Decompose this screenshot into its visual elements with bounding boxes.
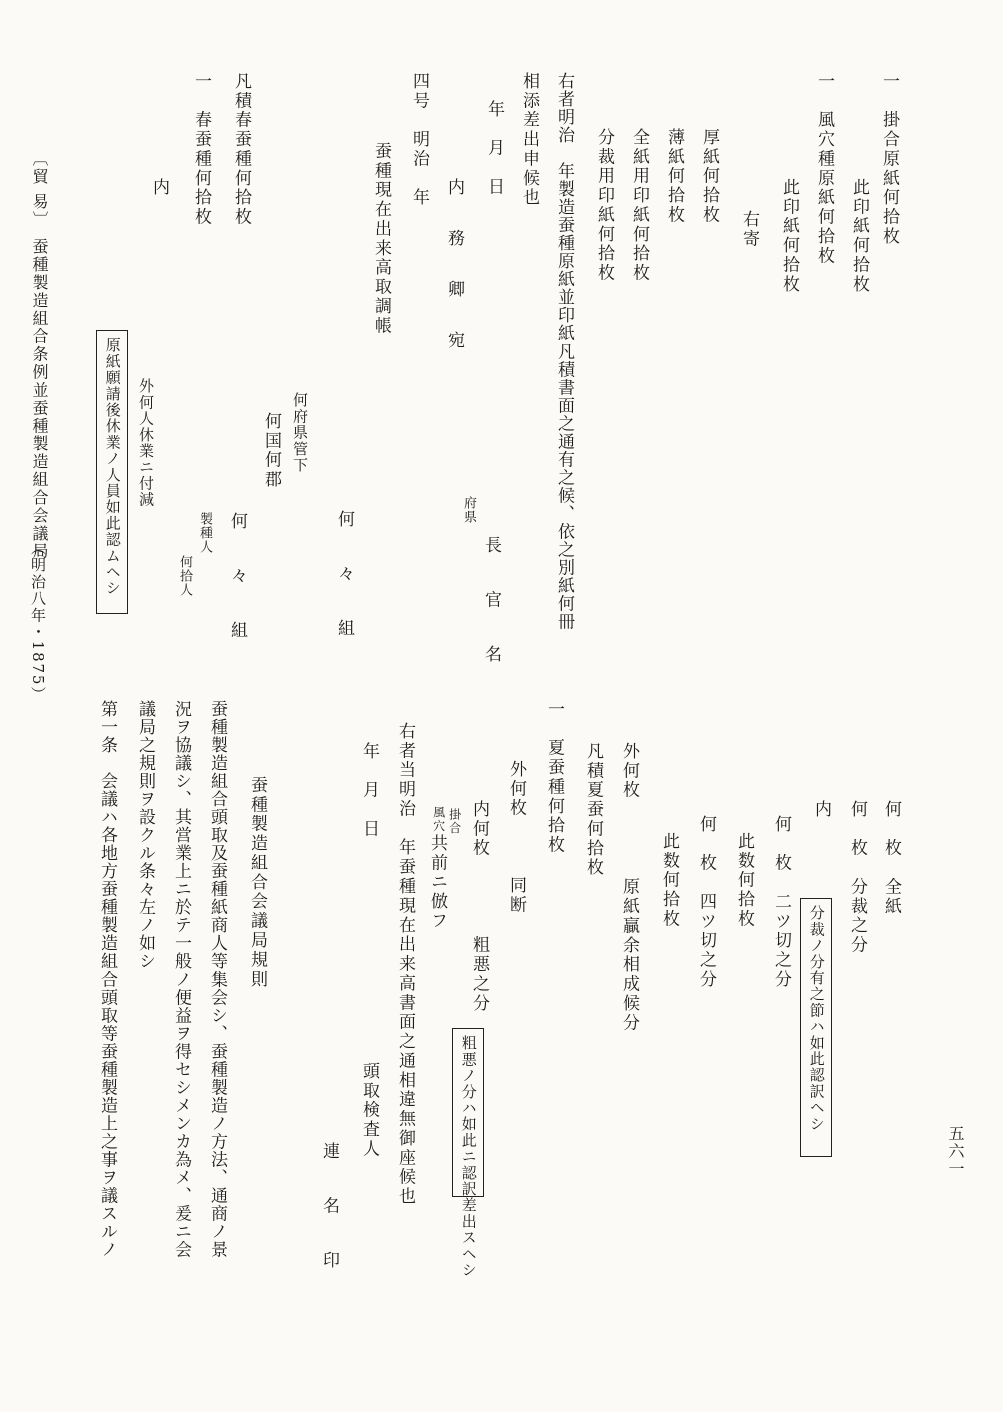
text-column: 凡積夏蚕何拾枚 (583, 742, 603, 878)
form-number: 四号 明治 年 (409, 72, 429, 208)
text-column: 一 夏蚕種何拾枚 (544, 700, 564, 856)
maker-label: 製種人 (197, 512, 212, 555)
text-column: 内 (149, 178, 169, 198)
text-column: 此印紙何拾枚 (849, 178, 869, 295)
text-column: 相添差出申候也 (519, 72, 539, 208)
text-column: 右者明治 年製造蚕種原紙並印紙凡積書面之通有之候、依之別紙何冊 (554, 72, 574, 631)
text-column: 厚紙何拾枚 (699, 128, 719, 225)
prefecture-line: 何府県管下 (291, 392, 309, 473)
text-column: 一 風穴種原紙何拾枚 (814, 72, 834, 266)
text-column: 何 枚 全紙 (881, 800, 901, 917)
section-tag: 〔貿 易〕 (30, 150, 49, 229)
text-column: 此数何拾枚 (734, 832, 754, 929)
signature-line: 連 名 印 (319, 1142, 339, 1278)
page-number: 五六一 (946, 1125, 965, 1178)
text-column: 内 (811, 800, 831, 820)
text-column: 此印紙何拾枚 (779, 178, 799, 295)
running-title: 蚕種製造組合条例並蚕種製造組合会議局 (30, 238, 49, 561)
text-column: 外何枚 原紙贏余相成候分 (619, 742, 639, 1033)
note-box: 粗悪ノ分ハ如此ニ認訳差出スヘシ (452, 1028, 484, 1197)
text-column: 共前ニ倣フ (427, 834, 447, 931)
text-column: 右者当明治 年蚕種現在出来高書面之通相違無御座候也 (395, 722, 415, 1207)
body-text: 況ヲ協議シ、其営業上ニ於テ一般ノ便益ヲ得セシメンカ為メ、爰ニ会 (171, 700, 191, 1259)
maker-count: 何拾人 (177, 555, 192, 598)
note-box: 分裁ノ分有之節ハ如此認訳ヘシ (800, 898, 832, 1157)
text-column: 薄紙何拾枚 (664, 128, 684, 225)
text-column: 分裁用印紙何拾枚 (594, 128, 614, 284)
text-column: 右寄 (739, 210, 759, 249)
text-column: 外何枚 同断 (506, 760, 526, 916)
text-column: 全紙用印紙何拾枚 (629, 128, 649, 284)
date-line: 年 月 日 (484, 100, 504, 197)
tiny-label: 風穴 (431, 806, 446, 834)
group-name: 何 々 組 (334, 510, 354, 646)
official-name: 長 官 名 (481, 536, 501, 672)
prefecture-label: 府県 (461, 496, 476, 525)
body-text: 蚕種製造組合頭取及蚕種紙商人等集会シ、蚕種製造ノ方法、通商ノ景 (207, 700, 227, 1259)
section-heading: 蚕種製造組合会議局規則 (247, 776, 267, 990)
text-column: 此数何拾枚 (659, 832, 679, 929)
text-column: 凡積春蚕種何拾枚 (231, 72, 251, 228)
addressee: 内 務 卿 宛 (444, 178, 464, 357)
text-column: 何 枚 四ツ切之分 (696, 815, 716, 990)
text-column: 一 掛合原紙何拾枚 (879, 72, 899, 247)
body-text: 第一条 会議ハ各地方蚕種製造組合頭取等蚕種製造上之事ヲ議スルノ (97, 700, 117, 1259)
year-note: （明治八年・1875） (29, 540, 47, 703)
text-column: 内何枚 粗悪之分 (469, 800, 489, 1014)
body-text: 議局之規則ヲ設クル条々左ノ如シ (135, 700, 155, 971)
note-text: 外何人休業ニ付減 (137, 378, 155, 508)
ledger-title: 蚕種現在出来高取調帳 (371, 142, 391, 336)
text-column: 何 枚 二ツ切之分 (771, 815, 791, 990)
text-column: 一 春蚕種何拾枚 (191, 72, 211, 228)
inspector-label: 頭取検査人 (359, 1062, 379, 1159)
group-name: 何 々 組 (227, 512, 247, 648)
note-box: 原紙願請後休業ノ人員如此認ムヘシ (96, 330, 128, 614)
date-line: 年 月 日 (359, 742, 379, 839)
text-column: 何 枚 分裁之分 (847, 800, 867, 956)
district-line: 何国何郡 (261, 412, 281, 490)
tiny-label: 掛合 (447, 808, 462, 836)
